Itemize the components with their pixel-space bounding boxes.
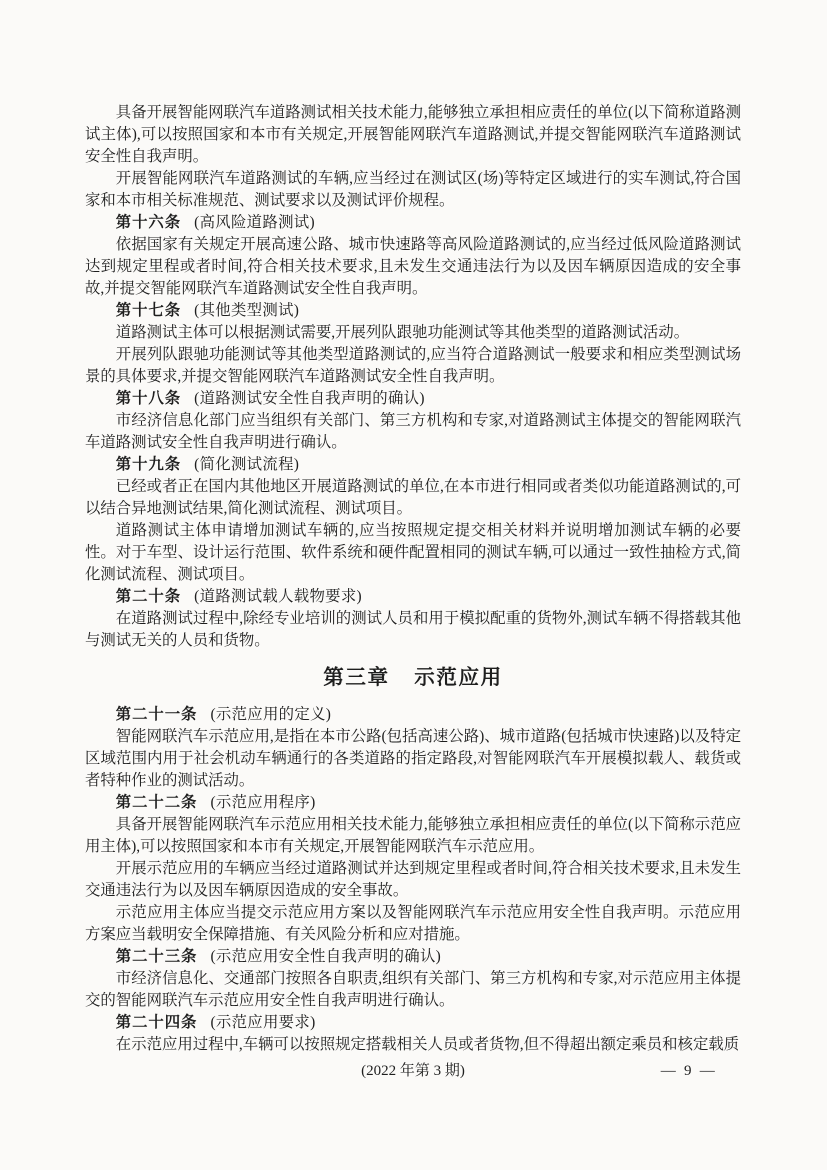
paragraph: 智能网联汽车示范应用,是指在本市公路(包括高速公路)、城市道路(包括城市快速路)以及特定区域范围内用于社会机动车辆通行的各类道路的指定路段,对智能网联汽车开展模拟载人、载货或者特种作业的测试活动。 bbox=[85, 728, 741, 789]
chapter-number: 第三章 bbox=[323, 667, 390, 689]
paragraph: 具备开展智能网联汽车示范应用相关技术能力,能够独立承担相应责任的单位(以下简称示范应用主体),可以按照国家和本市有关规定,开展智能网联汽车示范应用。 bbox=[85, 816, 741, 855]
document-body bbox=[85, 102, 741, 1056]
footer-page-number: — 9 — bbox=[660, 1063, 717, 1079]
paragraph: 在示范应用过程中,车辆可以按照规定搭载相关人员或者货物,但不得超出额定乘员和核定载质 bbox=[115, 1036, 740, 1053]
article-title: (示范应用的定义) bbox=[210, 706, 332, 723]
article-title: (高风险道路测试) bbox=[194, 214, 315, 231]
article-heading bbox=[85, 300, 741, 322]
chapter-heading bbox=[85, 663, 741, 693]
paragraph: 开展智能网联汽车道路测试的车辆,应当经过在测试区(场)等特定区域进行的实车测试,符合国家和本市相关标准规范、测试要求以及测试评价规程。 bbox=[85, 170, 741, 209]
article-title: (示范应用安全性自我声明的确认) bbox=[210, 948, 442, 965]
paragraph: 市经济信息化、交通部门按照各自职责,组织有关部门、第三方机构和专家,对示范应用主体提交的智能网联汽车示范应用安全性自我声明进行确认。 bbox=[85, 970, 741, 1009]
article-heading bbox=[85, 454, 741, 476]
article-number: 第十八条 bbox=[115, 390, 182, 407]
paragraph: 开展列队跟驰功能测试等其他类型道路测试的,应当符合道路测试一般要求和相应类型测试场景的具体要求,并提交智能网联汽车道路测试安全性自我声明。 bbox=[85, 346, 741, 385]
article-title: (道路测试安全性自我声明的确认) bbox=[194, 390, 425, 407]
article-number: 第十七条 bbox=[115, 302, 182, 319]
article-heading bbox=[85, 946, 741, 968]
paragraph: 开展示范应用的车辆应当经过道路测试并达到规定里程或者时间,符合相关技术要求,且未发生交通违法行为以及因车辆原因造成的安全事故。 bbox=[85, 860, 741, 899]
article-heading bbox=[85, 1012, 741, 1034]
article-title: (示范应用要求) bbox=[210, 1014, 316, 1031]
article-number: 第二十二条 bbox=[115, 794, 198, 811]
paragraph: 依据国家有关规定开展高速公路、城市快速路等高风险道路测试的,应当经过低风险道路测试达到规定里程或者时间,符合相关技术要求,且未发生交通违法行为以及因车辆原因造成的安全事故,并提交智能网联汽车道路测试安全性自我声明。 bbox=[85, 236, 741, 297]
article-number: 第十六条 bbox=[115, 214, 182, 231]
article-number: 第二十四条 bbox=[115, 1014, 198, 1031]
paragraph: 具备开展智能网联汽车道路测试相关技术能力,能够独立承担相应责任的单位(以下简称道路测试主体),可以按照国家和本市有关规定,开展智能网联汽车道路测试,并提交智能网联汽车道路测试安全性自我声明。 bbox=[85, 104, 741, 165]
paragraph: 示范应用主体应当提交示范应用方案以及智能网联汽车示范应用安全性自我声明。示范应用方案应当载明安全保障措施、有关风险分析和应对措施。 bbox=[85, 904, 741, 943]
chapter-title: 示范应用 bbox=[414, 667, 503, 689]
article-heading bbox=[85, 792, 741, 814]
article-heading bbox=[85, 704, 741, 726]
article-number: 第二十一条 bbox=[115, 706, 198, 723]
paragraph: 市经济信息化部门应当组织有关部门、第三方机构和专家,对道路测试主体提交的智能网联汽车道路测试安全性自我声明进行确认。 bbox=[85, 412, 741, 451]
article-heading bbox=[85, 212, 741, 234]
paragraph: 道路测试主体可以根据测试需要,开展列队跟驰功能测试等其他类型的道路测试活动。 bbox=[115, 324, 690, 341]
article-title: (其他类型测试) bbox=[194, 302, 300, 319]
article-number: 第二十三条 bbox=[115, 948, 198, 965]
article-title: (简化测试流程) bbox=[194, 456, 300, 473]
page-footer bbox=[85, 1060, 741, 1082]
paragraph: 已经或者正在国内其他地区开展道路测试的单位,在本市进行相同或者类似功能道路测试的,可以结合异地测试结果,简化测试流程、测试项目。 bbox=[85, 478, 741, 517]
article-heading bbox=[85, 586, 741, 608]
article-title: (示范应用程序) bbox=[210, 794, 316, 811]
footer-issue: (2022 年第 3 期) bbox=[361, 1063, 465, 1079]
article-number: 第二十条 bbox=[115, 588, 182, 605]
article-heading bbox=[85, 388, 741, 410]
paragraph: 在道路测试过程中,除经专业培训的测试人员和用于模拟配重的货物外,测试车辆不得搭载其他与测试无关的人员和货物。 bbox=[85, 610, 741, 649]
article-number: 第十九条 bbox=[115, 456, 182, 473]
paragraph: 道路测试主体申请增加测试车辆的,应当按照规定提交相关材料并说明增加测试车辆的必要性。对于车型、设计运行范围、软件系统和硬件配置相同的测试车辆,可以通过一致性抽检方式,简化测试流程、测试项目。 bbox=[85, 522, 741, 583]
article-title: (道路测试载人载物要求) bbox=[194, 588, 362, 605]
